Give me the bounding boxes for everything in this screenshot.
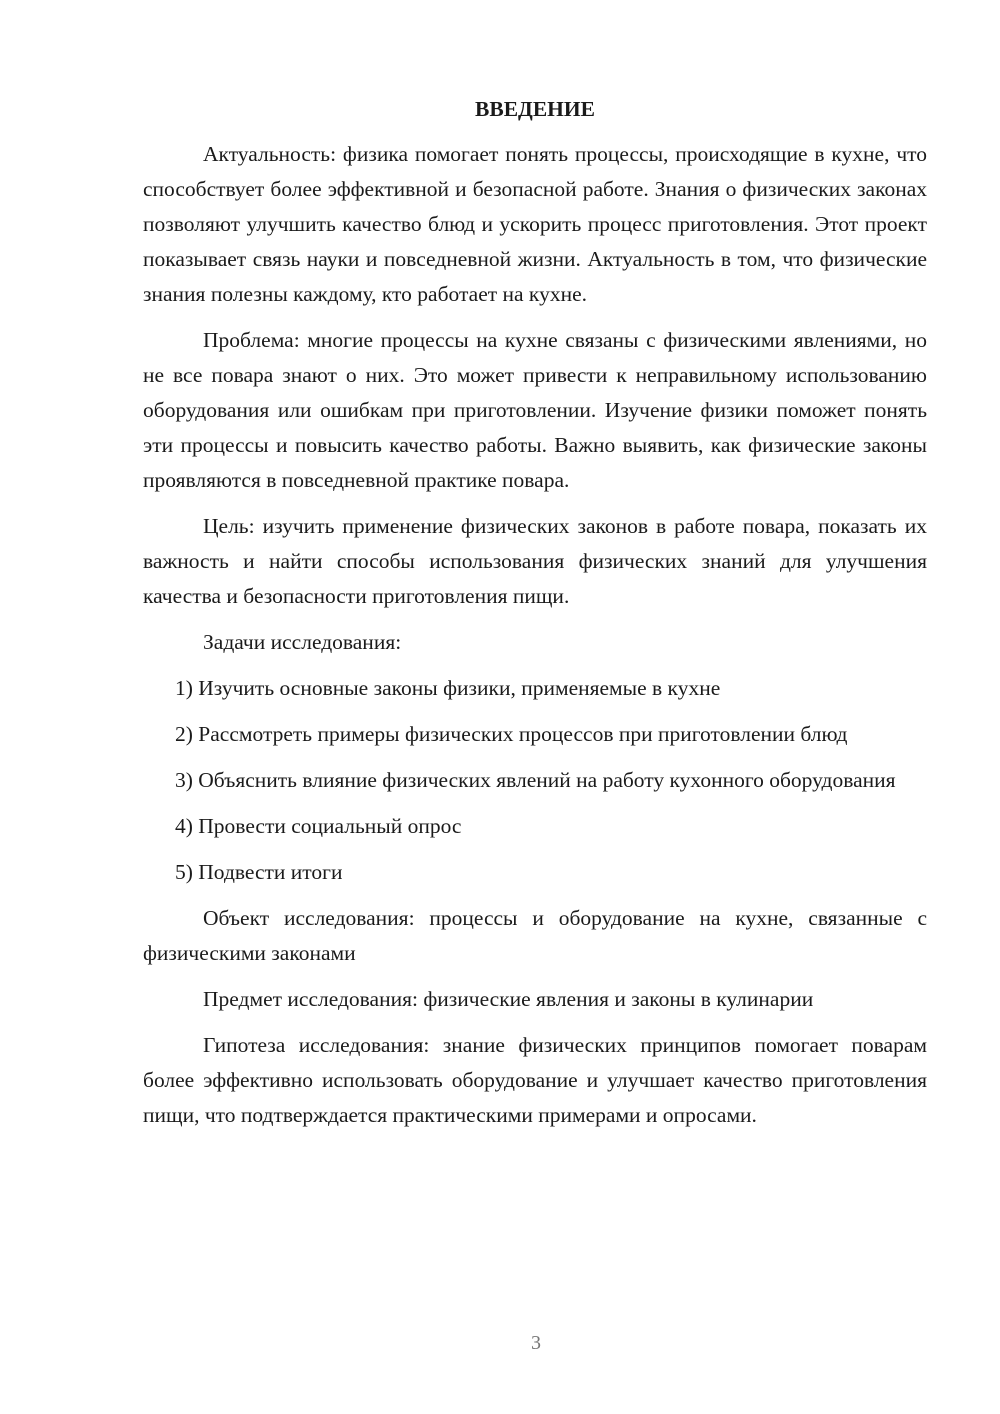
task-item-2: 2) Рассмотреть примеры физических процессов при приготовлении блюд: [175, 722, 848, 746]
problem-paragraph: Проблема: многие процессы на кухне связаны с физическими явлениями, но не все повара знают о них. Это может привести к неправильному использованию оборудования или ошибкам при приготовлении. Изучение физики поможет понять эти процессы и повысить качество работы. Важно выявить, как физические законы проявляются в повседневной практике повара.: [143, 328, 927, 492]
relevance-paragraph: Актуальность: физика помогает понять процессы, происходящие в кухне, что способствует более эффективной и безопасной работе. Знания о физических законах позволяют улучшить качество блюд и ускорить процесс приготовления. Этот проект показывает связь науки и повседневной жизни. Актуальность в том, что физические знания полезны каждому, кто работает на кухне.: [143, 142, 927, 306]
task-item-5: 5) Подвести итоги: [175, 860, 343, 884]
page-number: 3: [531, 1332, 541, 1354]
section-title: ВВЕДЕНИЕ: [475, 97, 595, 121]
hypothesis-paragraph: Гипотеза исследования: знание физических принципов помогает поварам более эффективно использовать оборудование и улучшает качество приготовления пищи, что подтверждается практическими примерами и опросами.: [143, 1033, 927, 1127]
object-paragraph: Объект исследования: процессы и оборудование на кухне, связанные с физическими законами: [143, 906, 927, 965]
task-item-4: 4) Провести социальный опрос: [175, 814, 462, 838]
goal-paragraph: Цель: изучить применение физических законов в работе повара, показать их важность и найти способы использования физических знаний для улучшения качества и безопасности приготовления пищи.: [143, 514, 927, 608]
tasks-heading: Задачи исследования:: [203, 630, 402, 654]
task-item-1: 1) Изучить основные законы физики, применяемые в кухне: [175, 676, 721, 700]
subject-paragraph: Предмет исследования: физические явления и законы в кулинарии: [203, 987, 814, 1011]
task-item-3: 3) Объяснить влияние физических явлений на работу кухонного оборудования: [175, 768, 896, 792]
page-content: [143, 92, 927, 1144]
